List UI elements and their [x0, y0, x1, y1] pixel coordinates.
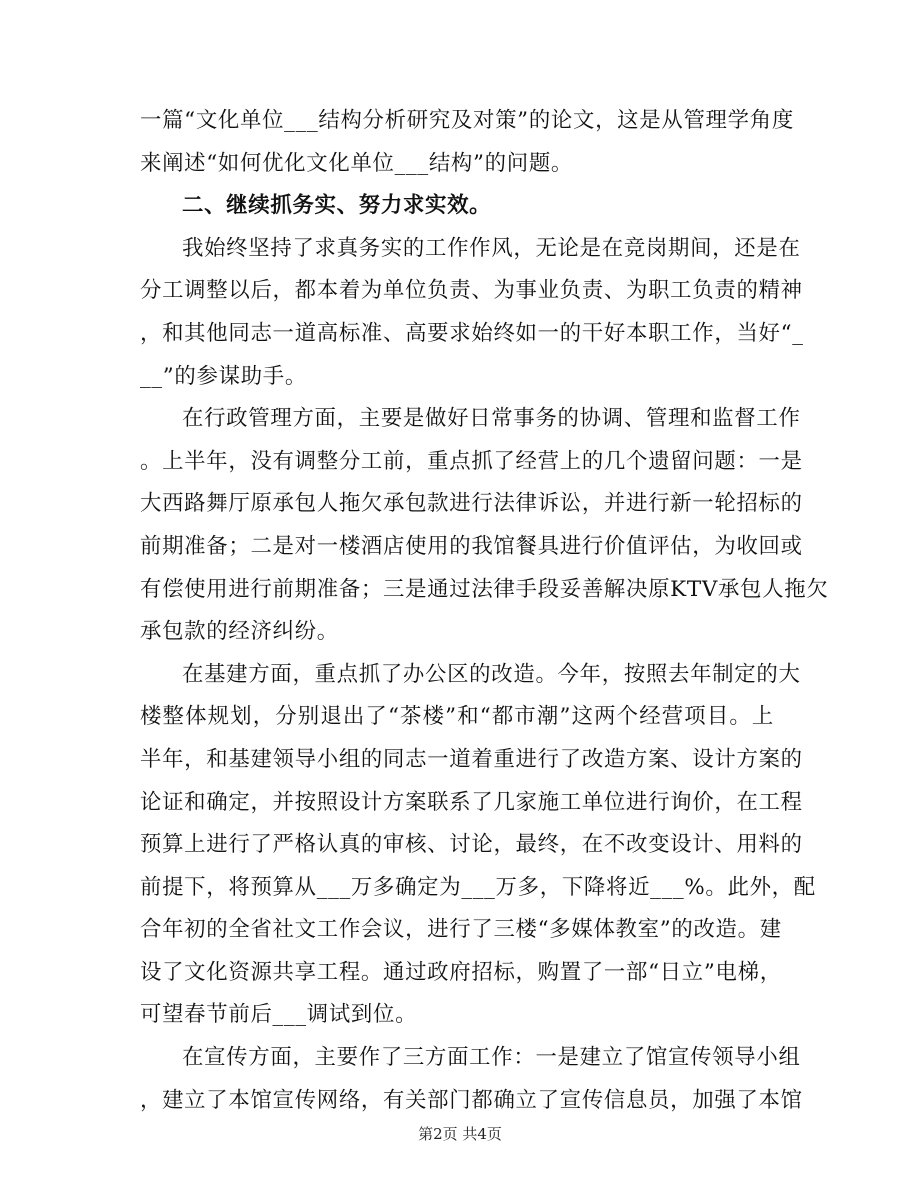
text-line: ，建立了本馆宣传网络，有关部门都确立了宣传信息员，加强了本馆: [140, 1087, 803, 1113]
text-line: 楼整体规划，分别退出了“茶楼”和“都市潮”这两个经营项目。上: [140, 704, 774, 730]
text-line: 一篇“文化单位___结构分析研究及对策”的论文，这是从管理学角度: [140, 108, 794, 133]
text-line: 合年初的全省社文工作会议，进行了三楼“多媒体教室”的改造。建: [140, 917, 782, 943]
text-line: 承包款的经济纠纷。: [140, 619, 339, 645]
document-body: [140, 100, 829, 1122]
text-line: __”的参谋助手。: [140, 363, 307, 389]
text-line: 大西路舞厅原承包人拖欠承包款进行法律诉讼，并进行新一轮招标的: [140, 491, 803, 517]
text-line: 在行政管理方面，主要是做好日常事务的协调、管理和监督工作: [182, 406, 801, 432]
text-line: 我始终坚持了求真务实的工作作风，无论是在竞岗期间，还是在: [182, 235, 801, 261]
section-heading: 二、继续抓务实、努力求实效。: [182, 193, 492, 219]
text-line: 前期准备；二是对一楼酒店使用的我馆餐具进行价值评估，为收回或: [140, 533, 803, 559]
text-line: 设了文化资源共享工程。通过政府招标，购置了一部“日立”电梯，: [140, 959, 782, 985]
text-line: 在宣传方面，主要作了三方面工作：一是建立了馆宣传领导小组: [182, 1045, 801, 1071]
text-line: 论证和确定，并按照设计方案联系了几家施工单位进行询价，在工程: [140, 789, 803, 815]
page-number-footer: 第2页 共4页: [418, 1125, 502, 1143]
text-line: 有偿使用进行前期准备；三是通过法律手段妥善解决原KTV承包人拖欠: [140, 576, 829, 602]
text-line: 。上半年，没有调整分工前，重点抓了经营上的几个遗留问题：一是: [140, 448, 803, 474]
text-line: 半年，和基建领导小组的同志一道着重进行了改造方案、设计方案的: [140, 746, 803, 772]
text-line: 来阐述“如何优化文化单位___结构”的问题。: [140, 150, 573, 176]
text-line: ，和其他同志一道高标准、高要求始终如一的干好本职工作，当好“_: [140, 320, 804, 346]
text-line: 前提下，将预算从___万多确定为___万多，下降将近___%。此外，配: [140, 874, 816, 900]
text-line: 预算上进行了严格认真的审核、讨论，最终，在不改变设计、用料的: [140, 832, 803, 858]
text-line: 在基建方面，重点抓了办公区的改造。今年，按照去年制定的大: [182, 661, 801, 687]
text-line: 分工调整以后，都本着为单位负责、为事业负责、为职工负责的精神: [140, 278, 803, 304]
text-line: 可望春节前后___调试到位。: [140, 1002, 418, 1028]
